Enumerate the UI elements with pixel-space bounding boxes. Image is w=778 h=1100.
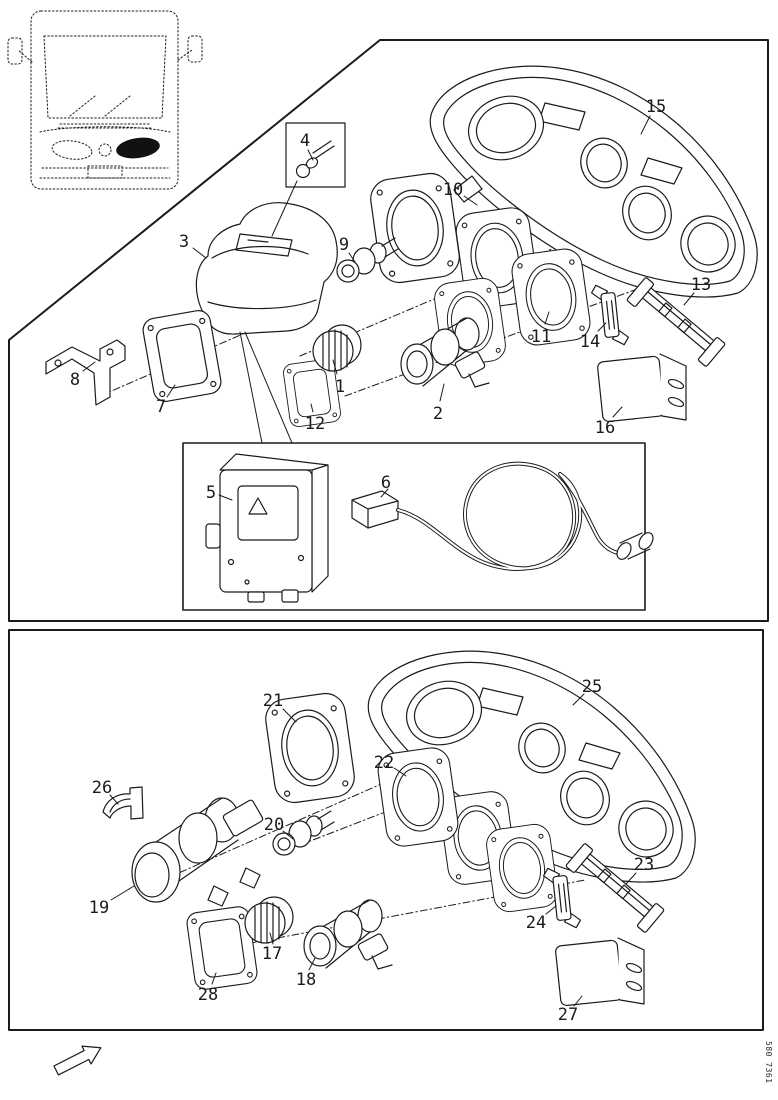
part-label-23: 23 (633, 855, 655, 875)
bus-wipers (70, 96, 130, 116)
part-label-12: 12 (304, 414, 326, 434)
bus-left-headlamp (51, 139, 93, 162)
part-7-gasket-frame (141, 309, 223, 404)
bus-mirror-right (188, 36, 202, 62)
part-label-7: 7 (155, 397, 167, 417)
part-5-control-unit (206, 454, 328, 602)
part-label-28: 28 (197, 985, 219, 1005)
part-label-15: 15 (645, 97, 667, 117)
part-16-cover-box (597, 354, 686, 422)
bus-bumper-lines (40, 168, 170, 178)
part-label-16: 16 (594, 418, 616, 438)
part-label-22: 22 (373, 753, 395, 773)
part-label-14: 14 (579, 332, 601, 352)
part-label-19: 19 (88, 898, 110, 918)
part-label-6: 6 (380, 473, 392, 493)
part-label-11: 11 (530, 327, 552, 347)
part-label-26: 26 (91, 778, 113, 798)
part-label-17: 17 (261, 944, 283, 964)
part-17-cover-cap (245, 897, 293, 943)
part-label-20: 20 (263, 815, 285, 835)
part-label-2: 2 (432, 404, 444, 424)
part-label-10: 10 (442, 180, 464, 200)
part-label-4: 4 (299, 131, 311, 151)
direction-arrow-icon (52, 1039, 106, 1080)
part-label-18: 18 (295, 970, 317, 990)
part-label-27: 27 (557, 1005, 579, 1025)
bus-windshield (44, 36, 166, 118)
part-19-projection-unit (132, 798, 264, 906)
part-18-adjuster-motor (304, 900, 392, 969)
part-label-21: 21 (262, 691, 284, 711)
subbox-callout-lines (240, 332, 292, 443)
bus-front-view-thumbnail (8, 11, 202, 189)
part-1-cover-cap (313, 325, 361, 371)
part-label-3: 3 (178, 232, 190, 252)
part-4-box (286, 123, 345, 187)
part-8-mounting-bracket (46, 340, 125, 405)
bus-mirror-arms (18, 50, 192, 62)
part-label-9: 9 (338, 235, 350, 255)
bus-emblem (99, 144, 111, 156)
part-label-25: 25 (581, 677, 603, 697)
figure-code-text: 580 7361 (764, 1041, 773, 1084)
part-6-cable-harness (352, 464, 656, 569)
part-label-5: 5 (205, 483, 217, 503)
part-label-13: 13 (690, 275, 712, 295)
part-label-8: 8 (69, 370, 81, 390)
bus-grille-lines (40, 124, 170, 132)
part-label-24: 24 (525, 913, 547, 933)
lower-detail-panel (9, 630, 763, 1030)
figure-code (764, 1041, 773, 1084)
bus-right-headlamp-highlight (115, 135, 161, 161)
part-label-1: 1 (334, 377, 346, 397)
bus-body-outline (31, 11, 178, 189)
part-27-cover-box (555, 938, 644, 1006)
part-3-projection-module (196, 203, 337, 334)
